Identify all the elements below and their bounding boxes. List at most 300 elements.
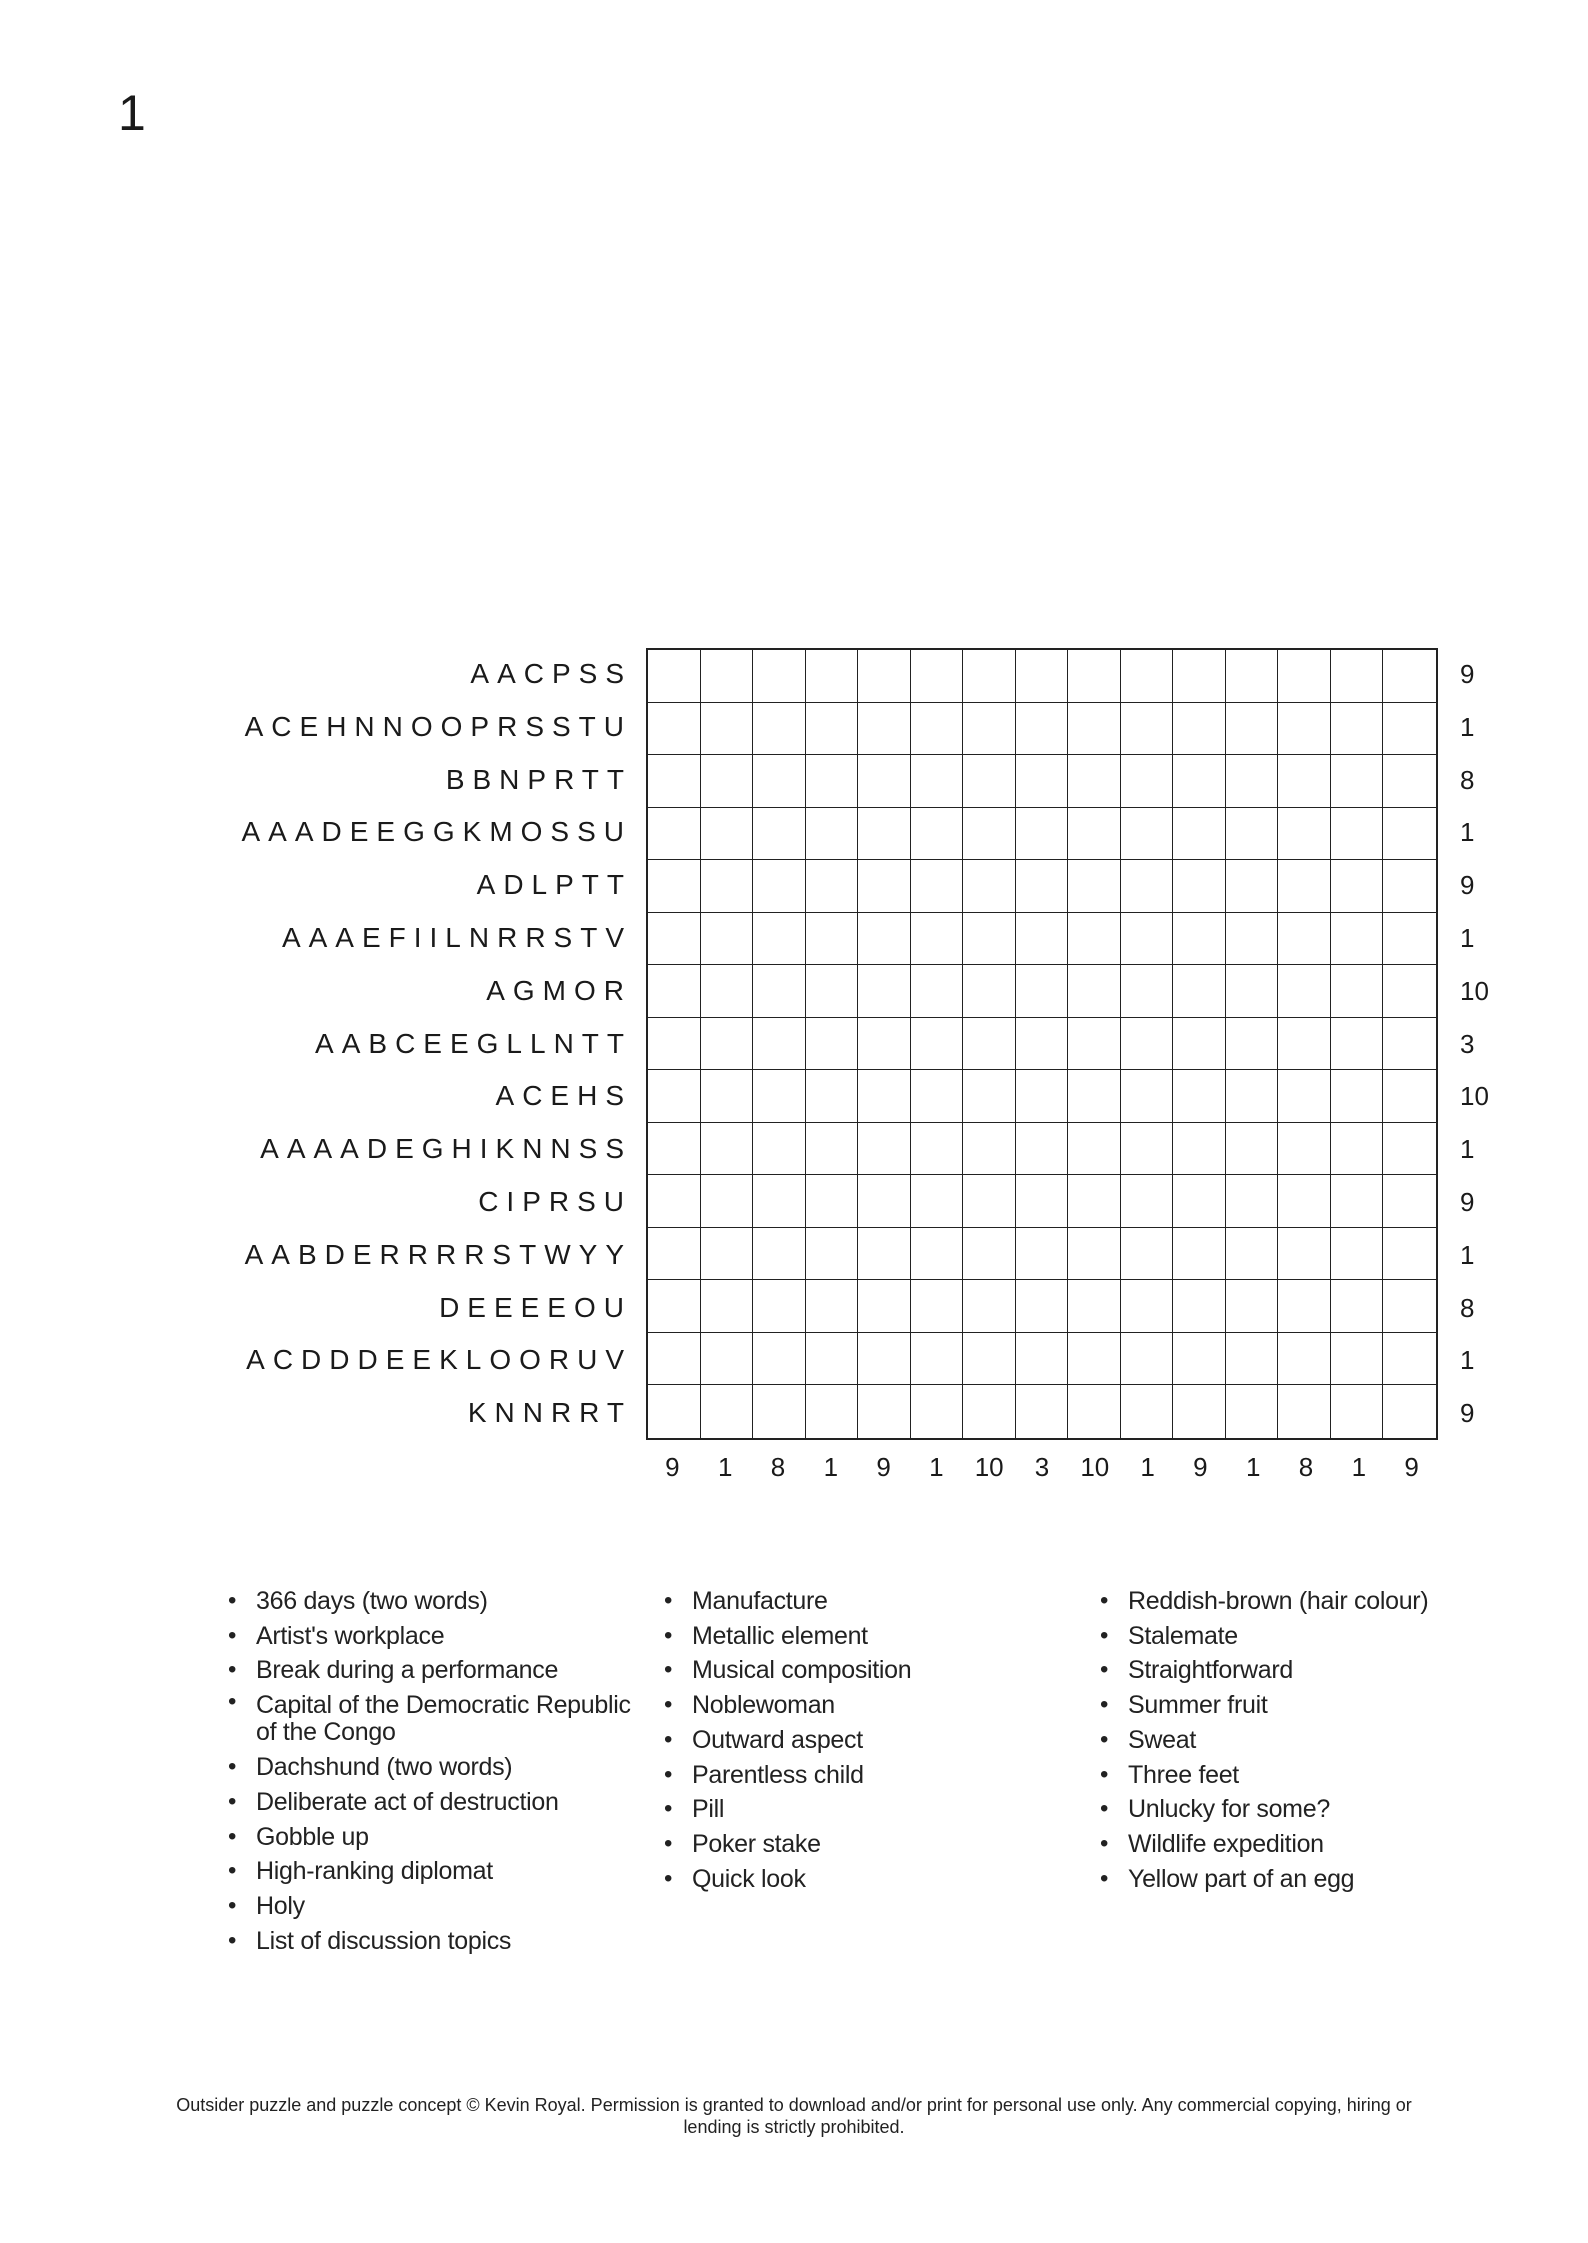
grid-cell[interactable] <box>1383 650 1436 703</box>
grid-cell[interactable] <box>963 965 1016 1018</box>
row-count-11: 9 <box>1460 1187 1475 1217</box>
grid-cell[interactable] <box>701 1070 754 1123</box>
grid-cell[interactable] <box>963 808 1016 861</box>
grid-cell[interactable] <box>1016 1018 1069 1071</box>
row-count-7: 10 <box>1460 975 1489 1006</box>
grid-cell[interactable] <box>858 703 911 756</box>
grid-cell[interactable] <box>1068 1070 1121 1123</box>
clue-item: • Capital of the Democratic Republic of the Congo <box>228 1688 648 1750</box>
grid-cell[interactable] <box>1121 1018 1174 1071</box>
clue-item: • Noblewoman <box>664 1688 1084 1723</box>
clue-item: • Reddish-brown (hair colour) <box>1100 1584 1520 1619</box>
row-header-11: CIPRSU <box>478 1186 632 1217</box>
grid-cell[interactable] <box>911 1385 964 1438</box>
grid-cell[interactable] <box>648 860 701 913</box>
grid-cell[interactable] <box>1121 1123 1174 1176</box>
clue-item: • Straightforward <box>1100 1653 1520 1688</box>
grid-cell[interactable] <box>911 1175 964 1228</box>
grid-cell[interactable] <box>1068 703 1121 756</box>
grid-cell[interactable] <box>1226 1280 1279 1333</box>
grid-cell[interactable] <box>648 703 701 756</box>
clue-item: • Poker stake <box>664 1827 1084 1862</box>
row-header-1: AACPSS <box>470 658 632 689</box>
grid-cell[interactable] <box>1383 1018 1436 1071</box>
clue-item: • 366 days (two words) <box>228 1584 648 1619</box>
row-count-12: 1 <box>1460 1239 1475 1270</box>
grid-cell[interactable] <box>1068 755 1121 808</box>
grid-cell[interactable] <box>753 1228 806 1281</box>
grid-cell[interactable] <box>1226 755 1279 808</box>
grid-cell[interactable] <box>1068 650 1121 703</box>
grid-cell[interactable] <box>858 1385 911 1438</box>
grid-cell[interactable] <box>1331 1333 1384 1386</box>
grid-cell[interactable] <box>1383 1228 1436 1281</box>
grid-cell[interactable] <box>1226 965 1279 1018</box>
grid-cell[interactable] <box>1121 808 1174 861</box>
grid-cell[interactable] <box>1278 1280 1331 1333</box>
clue-item: • Holy <box>228 1889 648 1924</box>
clue-item: • Pill <box>664 1792 1084 1827</box>
grid-cell[interactable] <box>1331 1228 1384 1281</box>
grid-cell[interactable] <box>1173 1228 1226 1281</box>
grid-cell[interactable] <box>753 860 806 913</box>
grid-cell[interactable] <box>1016 1070 1069 1123</box>
grid-cell[interactable] <box>911 1123 964 1176</box>
grid-cell[interactable] <box>648 965 701 1018</box>
grid-cell[interactable] <box>1331 650 1384 703</box>
grid-cell[interactable] <box>1278 1333 1331 1386</box>
column-count-9: 10 <box>1080 1452 1110 1482</box>
row-header-13: DEEEEOU <box>439 1291 632 1323</box>
grid-cell[interactable] <box>1016 650 1069 703</box>
copyright-footer: Outsider puzzle and puzzle concept © Kevin Royal. Permission is granted to download and/or print for personal use only. Any commercial copying, hiring or lending is strictly prohibited. <box>176 2095 1412 2137</box>
grid-cell[interactable] <box>1331 913 1384 966</box>
clue-item: • Three feet <box>1100 1758 1520 1793</box>
clue-item: • Parentless child <box>664 1758 1084 1793</box>
column-count-13: 8 <box>1298 1452 1314 1482</box>
row-header-8: AABCEEGLLNTT <box>315 1027 632 1059</box>
grid-cell[interactable] <box>1226 1070 1279 1123</box>
row-count-10: 1 <box>1460 1134 1475 1165</box>
row-header-15: KNNRRT <box>467 1397 632 1429</box>
grid-cell[interactable] <box>1173 1018 1226 1071</box>
grid-cell[interactable] <box>1278 755 1331 808</box>
column-count-11: 9 <box>1193 1452 1208 1482</box>
grid-cell[interactable] <box>1331 755 1384 808</box>
grid-cell[interactable] <box>1068 965 1121 1018</box>
grid-cell[interactable] <box>963 860 1016 913</box>
grid-cell[interactable] <box>701 1175 754 1228</box>
clue-item: • Gobble up <box>228 1820 648 1855</box>
grid-cell[interactable] <box>1016 808 1069 861</box>
grid-cell[interactable] <box>1016 913 1069 966</box>
grid-cell[interactable] <box>1173 860 1226 913</box>
grid-cell[interactable] <box>1173 1070 1226 1123</box>
grid-cell[interactable] <box>1278 1385 1331 1438</box>
grid-cell[interactable] <box>858 808 911 861</box>
grid-cell[interactable] <box>648 1280 701 1333</box>
grid-cell[interactable] <box>1278 1018 1331 1071</box>
clue-item: • Deliberate act of destruction <box>228 1785 648 1820</box>
column-letter-headers <box>0 0 1588 640</box>
clue-item: • Artist's workplace <box>228 1619 648 1654</box>
grid-cell[interactable] <box>648 808 701 861</box>
grid-cell[interactable] <box>963 755 1016 808</box>
column-count-2: 1 <box>717 1452 733 1482</box>
grid-cell[interactable] <box>963 1333 1016 1386</box>
row-header-7: AGMOR <box>486 974 632 1006</box>
grid-cell[interactable] <box>648 1333 701 1386</box>
grid-cell[interactable] <box>806 1385 859 1438</box>
column-count-3: 8 <box>770 1452 786 1482</box>
row-count-9: 10 <box>1460 1081 1489 1112</box>
grid-cell[interactable] <box>1016 1123 1069 1176</box>
grid-cell[interactable] <box>963 1070 1016 1123</box>
grid-cell[interactable] <box>1278 1228 1331 1281</box>
grid-cell[interactable] <box>1278 650 1331 703</box>
grid-cell[interactable] <box>963 913 1016 966</box>
row-header-14: ACDDDEEKLOORUV <box>246 1344 632 1376</box>
column-count-4: 1 <box>823 1452 839 1482</box>
grid-cell[interactable] <box>648 1175 701 1228</box>
puzzle-number: 1 <box>118 85 146 141</box>
grid-cell[interactable] <box>1383 1333 1436 1386</box>
grid-cell[interactable] <box>1121 913 1174 966</box>
grid-cell[interactable] <box>1173 1175 1226 1228</box>
grid-cell[interactable] <box>911 860 964 913</box>
grid-cell[interactable] <box>858 1333 911 1386</box>
grid-cell[interactable] <box>1383 965 1436 1018</box>
grid-cell[interactable] <box>753 755 806 808</box>
grid-cell[interactable] <box>806 965 859 1018</box>
grid-cell[interactable] <box>911 1018 964 1071</box>
grid-cell[interactable] <box>701 1385 754 1438</box>
grid-cell[interactable] <box>806 1228 859 1281</box>
grid-cell[interactable] <box>911 808 964 861</box>
grid-cell[interactable] <box>648 1228 701 1281</box>
grid-cell[interactable] <box>1383 1123 1436 1176</box>
row-count-1: 9 <box>1460 659 1475 689</box>
grid-cell[interactable] <box>1068 1228 1121 1281</box>
grid-cell[interactable] <box>701 703 754 756</box>
grid-cell[interactable] <box>701 1018 754 1071</box>
column-count-14: 1 <box>1351 1452 1367 1482</box>
grid-cell[interactable] <box>1383 808 1436 861</box>
row-count-5: 9 <box>1460 870 1475 901</box>
grid-cell[interactable] <box>1173 965 1226 1018</box>
column-count-1: 9 <box>665 1452 680 1482</box>
grid-cell[interactable] <box>963 1175 1016 1228</box>
grid-cell[interactable] <box>1016 1175 1069 1228</box>
row-header-5: ADLPTT <box>476 869 632 901</box>
grid-cell[interactable] <box>648 650 701 703</box>
grid-cell[interactable] <box>1278 1175 1331 1228</box>
grid-cell[interactable] <box>1173 1280 1226 1333</box>
grid-cell[interactable] <box>1068 913 1121 966</box>
grid-cell[interactable] <box>701 860 754 913</box>
grid-cell[interactable] <box>911 913 964 966</box>
grid-cell[interactable] <box>753 965 806 1018</box>
grid-cell[interactable] <box>1226 1175 1279 1228</box>
column-count-15: 9 <box>1404 1452 1419 1482</box>
grid-cell[interactable] <box>1278 703 1331 756</box>
grid-cell[interactable] <box>1331 860 1384 913</box>
grid-cell[interactable] <box>1016 1228 1069 1281</box>
row-header-3: BBNPRTT <box>445 763 632 795</box>
grid-cell[interactable] <box>806 860 859 913</box>
grid-cell[interactable] <box>1383 913 1436 966</box>
column-count-5: 9 <box>876 1452 891 1482</box>
grid-cell[interactable] <box>963 1018 1016 1071</box>
grid-cell[interactable] <box>1278 913 1331 966</box>
grid-cell[interactable] <box>858 1123 911 1176</box>
grid-cell[interactable] <box>963 1385 1016 1438</box>
grid-cell[interactable] <box>911 1333 964 1386</box>
grid-cell[interactable] <box>806 650 859 703</box>
grid-cell[interactable] <box>1016 1385 1069 1438</box>
row-header-10: AAAADEGHIKNNSS <box>260 1133 632 1165</box>
grid-cell[interactable] <box>1068 1280 1121 1333</box>
grid-cell[interactable] <box>1226 1018 1279 1071</box>
grid-cell[interactable] <box>701 650 754 703</box>
grid-cell[interactable] <box>701 1228 754 1281</box>
clue-list-2 <box>664 1584 1084 1896</box>
clue-item: • Yellow part of an egg <box>1100 1862 1520 1897</box>
grid-cell[interactable] <box>1068 1018 1121 1071</box>
grid-cell[interactable] <box>701 913 754 966</box>
grid-cell[interactable] <box>1226 650 1279 703</box>
grid-cell[interactable] <box>753 1385 806 1438</box>
row-count-8: 3 <box>1460 1028 1475 1059</box>
grid-cell[interactable] <box>911 1228 964 1281</box>
clue-item: • Summer fruit <box>1100 1688 1520 1723</box>
grid-cell[interactable] <box>1331 1175 1384 1228</box>
grid-cell[interactable] <box>1068 1175 1121 1228</box>
grid-cell[interactable] <box>648 1070 701 1123</box>
grid-cell[interactable] <box>1121 1280 1174 1333</box>
grid-cell[interactable] <box>806 755 859 808</box>
clue-item: • High-ranking diplomat <box>228 1854 648 1889</box>
grid-cell[interactable] <box>1226 1123 1279 1176</box>
clue-list-3 <box>1100 1584 1520 1896</box>
grid-cell[interactable] <box>1278 965 1331 1018</box>
grid-cell[interactable] <box>1121 1070 1174 1123</box>
grid-cell[interactable] <box>1226 703 1279 756</box>
grid-cell[interactable] <box>1331 1385 1384 1438</box>
grid-cell[interactable] <box>753 703 806 756</box>
grid-cell[interactable] <box>858 1018 911 1071</box>
grid-cell[interactable] <box>911 703 964 756</box>
grid-cell[interactable] <box>858 965 911 1018</box>
grid-cell[interactable] <box>753 1123 806 1176</box>
column-count-12: 1 <box>1245 1452 1261 1482</box>
grid-cell[interactable] <box>1016 1280 1069 1333</box>
clue-item: • Dachshund (two words) <box>228 1750 648 1785</box>
grid-cell[interactable] <box>648 913 701 966</box>
grid-cell[interactable] <box>1173 913 1226 966</box>
grid-cell[interactable] <box>858 1280 911 1333</box>
grid-cell[interactable] <box>1383 860 1436 913</box>
grid-cell[interactable] <box>753 1070 806 1123</box>
grid-cell[interactable] <box>1121 703 1174 756</box>
grid-cell[interactable] <box>1173 808 1226 861</box>
grid-cell[interactable] <box>753 1018 806 1071</box>
grid-cell[interactable] <box>701 965 754 1018</box>
grid-cell[interactable] <box>1173 650 1226 703</box>
column-count-7: 10 <box>974 1452 1004 1482</box>
grid-cell[interactable] <box>1226 1385 1279 1438</box>
grid-cell[interactable] <box>1016 860 1069 913</box>
grid-cell[interactable] <box>911 965 964 1018</box>
grid-cell[interactable] <box>1016 1333 1069 1386</box>
grid-cell[interactable] <box>1278 1123 1331 1176</box>
grid-cell[interactable] <box>753 1280 806 1333</box>
grid-cell[interactable] <box>1226 808 1279 861</box>
grid-cell[interactable] <box>1383 1280 1436 1333</box>
grid-cell[interactable] <box>753 1333 806 1386</box>
grid-cell[interactable] <box>1331 1018 1384 1071</box>
grid-cell[interactable] <box>806 1123 859 1176</box>
grid-cell[interactable] <box>1383 755 1436 808</box>
grid-cell[interactable] <box>1068 860 1121 913</box>
grid-cell[interactable] <box>1383 1175 1436 1228</box>
grid-cell[interactable] <box>1068 808 1121 861</box>
grid-cell[interactable] <box>963 1280 1016 1333</box>
clue-item: • Manufacture <box>664 1584 1084 1619</box>
puzzle-grid <box>646 648 1438 1440</box>
clue-list-1 <box>228 1584 648 1958</box>
grid-cell[interactable] <box>806 808 859 861</box>
grid-cell[interactable] <box>911 1280 964 1333</box>
grid-cell[interactable] <box>1173 1385 1226 1438</box>
grid-cell[interactable] <box>701 808 754 861</box>
grid-cell[interactable] <box>858 1175 911 1228</box>
row-count-15: 9 <box>1460 1398 1475 1429</box>
grid-cell[interactable] <box>1121 860 1174 913</box>
grid-cell[interactable] <box>1173 1333 1226 1386</box>
grid-cell[interactable] <box>858 650 911 703</box>
clue-item: • Quick look <box>664 1862 1084 1897</box>
grid-cell[interactable] <box>858 755 911 808</box>
grid-cell[interactable] <box>1173 755 1226 808</box>
row-header-9: ACEHS <box>495 1080 632 1112</box>
clue-item: • Musical composition <box>664 1653 1084 1688</box>
grid-cell[interactable] <box>1121 965 1174 1018</box>
grid-cell[interactable] <box>858 1070 911 1123</box>
row-count-4: 1 <box>1460 817 1475 848</box>
grid-cell[interactable] <box>1121 1175 1174 1228</box>
grid-cell[interactable] <box>1331 1280 1384 1333</box>
grid-cell[interactable] <box>806 1018 859 1071</box>
grid-cell[interactable] <box>1331 703 1384 756</box>
grid-cell[interactable] <box>753 913 806 966</box>
grid-cell[interactable] <box>911 755 964 808</box>
grid-cell[interactable] <box>911 1070 964 1123</box>
clue-item: • Wildlife expedition <box>1100 1827 1520 1862</box>
grid-cell[interactable] <box>1226 913 1279 966</box>
grid-cell[interactable] <box>1068 1385 1121 1438</box>
column-count-6: 1 <box>929 1452 944 1482</box>
grid-cell[interactable] <box>1278 860 1331 913</box>
grid-cell[interactable] <box>963 650 1016 703</box>
row-count-14: 1 <box>1460 1345 1475 1376</box>
grid-cell[interactable] <box>648 1018 701 1071</box>
grid-cell[interactable] <box>963 703 1016 756</box>
grid-cell[interactable] <box>911 650 964 703</box>
clue-item: • Unlucky for some? <box>1100 1792 1520 1827</box>
grid-cell[interactable] <box>1278 1070 1331 1123</box>
grid-cell[interactable] <box>806 1333 859 1386</box>
row-count-2: 1 <box>1460 711 1475 742</box>
grid-cell[interactable] <box>1068 1333 1121 1386</box>
row-count-13: 8 <box>1460 1292 1475 1323</box>
grid-cell[interactable] <box>701 1333 754 1386</box>
grid-cell[interactable] <box>1331 965 1384 1018</box>
grid-cell[interactable] <box>806 913 859 966</box>
grid-cell[interactable] <box>1331 1070 1384 1123</box>
grid-cell[interactable] <box>1383 1070 1436 1123</box>
grid-cell[interactable] <box>1121 1228 1174 1281</box>
grid-cell[interactable] <box>1331 1123 1384 1176</box>
grid-cell[interactable] <box>1226 860 1279 913</box>
grid-cell[interactable] <box>963 1123 1016 1176</box>
grid-cell[interactable] <box>1173 703 1226 756</box>
grid-cell[interactable] <box>806 1280 859 1333</box>
grid-cell[interactable] <box>648 1123 701 1176</box>
row-header-12: AABDERRRRSTWYY <box>244 1238 632 1270</box>
grid-cell[interactable] <box>806 1070 859 1123</box>
column-count-8: 3 <box>1034 1452 1050 1482</box>
grid-cell[interactable] <box>1016 965 1069 1018</box>
clue-item: • Stalemate <box>1100 1619 1520 1654</box>
grid-cell[interactable] <box>1226 1333 1279 1386</box>
row-count-3: 8 <box>1460 764 1475 795</box>
row-header-6: AAAEFIILNRRSTV <box>281 922 632 953</box>
grid-cell[interactable] <box>648 1385 701 1438</box>
grid-cell[interactable] <box>1278 808 1331 861</box>
grid-cell[interactable] <box>753 808 806 861</box>
grid-cell[interactable] <box>1383 1385 1436 1438</box>
grid-cell[interactable] <box>701 1280 754 1333</box>
grid-cell[interactable] <box>1226 1228 1279 1281</box>
grid-cell[interactable] <box>1383 703 1436 756</box>
grid-cell[interactable] <box>806 1175 859 1228</box>
grid-cell[interactable] <box>1016 703 1069 756</box>
clue-item: • Break during a performance <box>228 1653 648 1688</box>
grid-cell[interactable] <box>753 1175 806 1228</box>
grid-cell[interactable] <box>1016 755 1069 808</box>
grid-cell[interactable] <box>858 860 911 913</box>
grid-cell[interactable] <box>1331 808 1384 861</box>
clue-item: • Sweat <box>1100 1723 1520 1758</box>
grid-cell[interactable] <box>701 755 754 808</box>
grid-cell[interactable] <box>1121 755 1174 808</box>
grid-cell[interactable] <box>753 650 806 703</box>
grid-cell[interactable] <box>1173 1123 1226 1176</box>
grid-cell[interactable] <box>701 1123 754 1176</box>
grid-cell[interactable] <box>648 755 701 808</box>
row-count-6: 1 <box>1460 923 1475 953</box>
grid-cell[interactable] <box>963 1228 1016 1281</box>
clue-item: • Outward aspect <box>664 1723 1084 1758</box>
grid-cell[interactable] <box>1121 1333 1174 1386</box>
grid-cell[interactable] <box>1068 1123 1121 1176</box>
grid-cell[interactable] <box>806 703 859 756</box>
grid-cell[interactable] <box>858 1228 911 1281</box>
grid-cell[interactable] <box>1121 650 1174 703</box>
grid-cell[interactable] <box>858 913 911 966</box>
grid-cell[interactable] <box>1121 1385 1174 1438</box>
